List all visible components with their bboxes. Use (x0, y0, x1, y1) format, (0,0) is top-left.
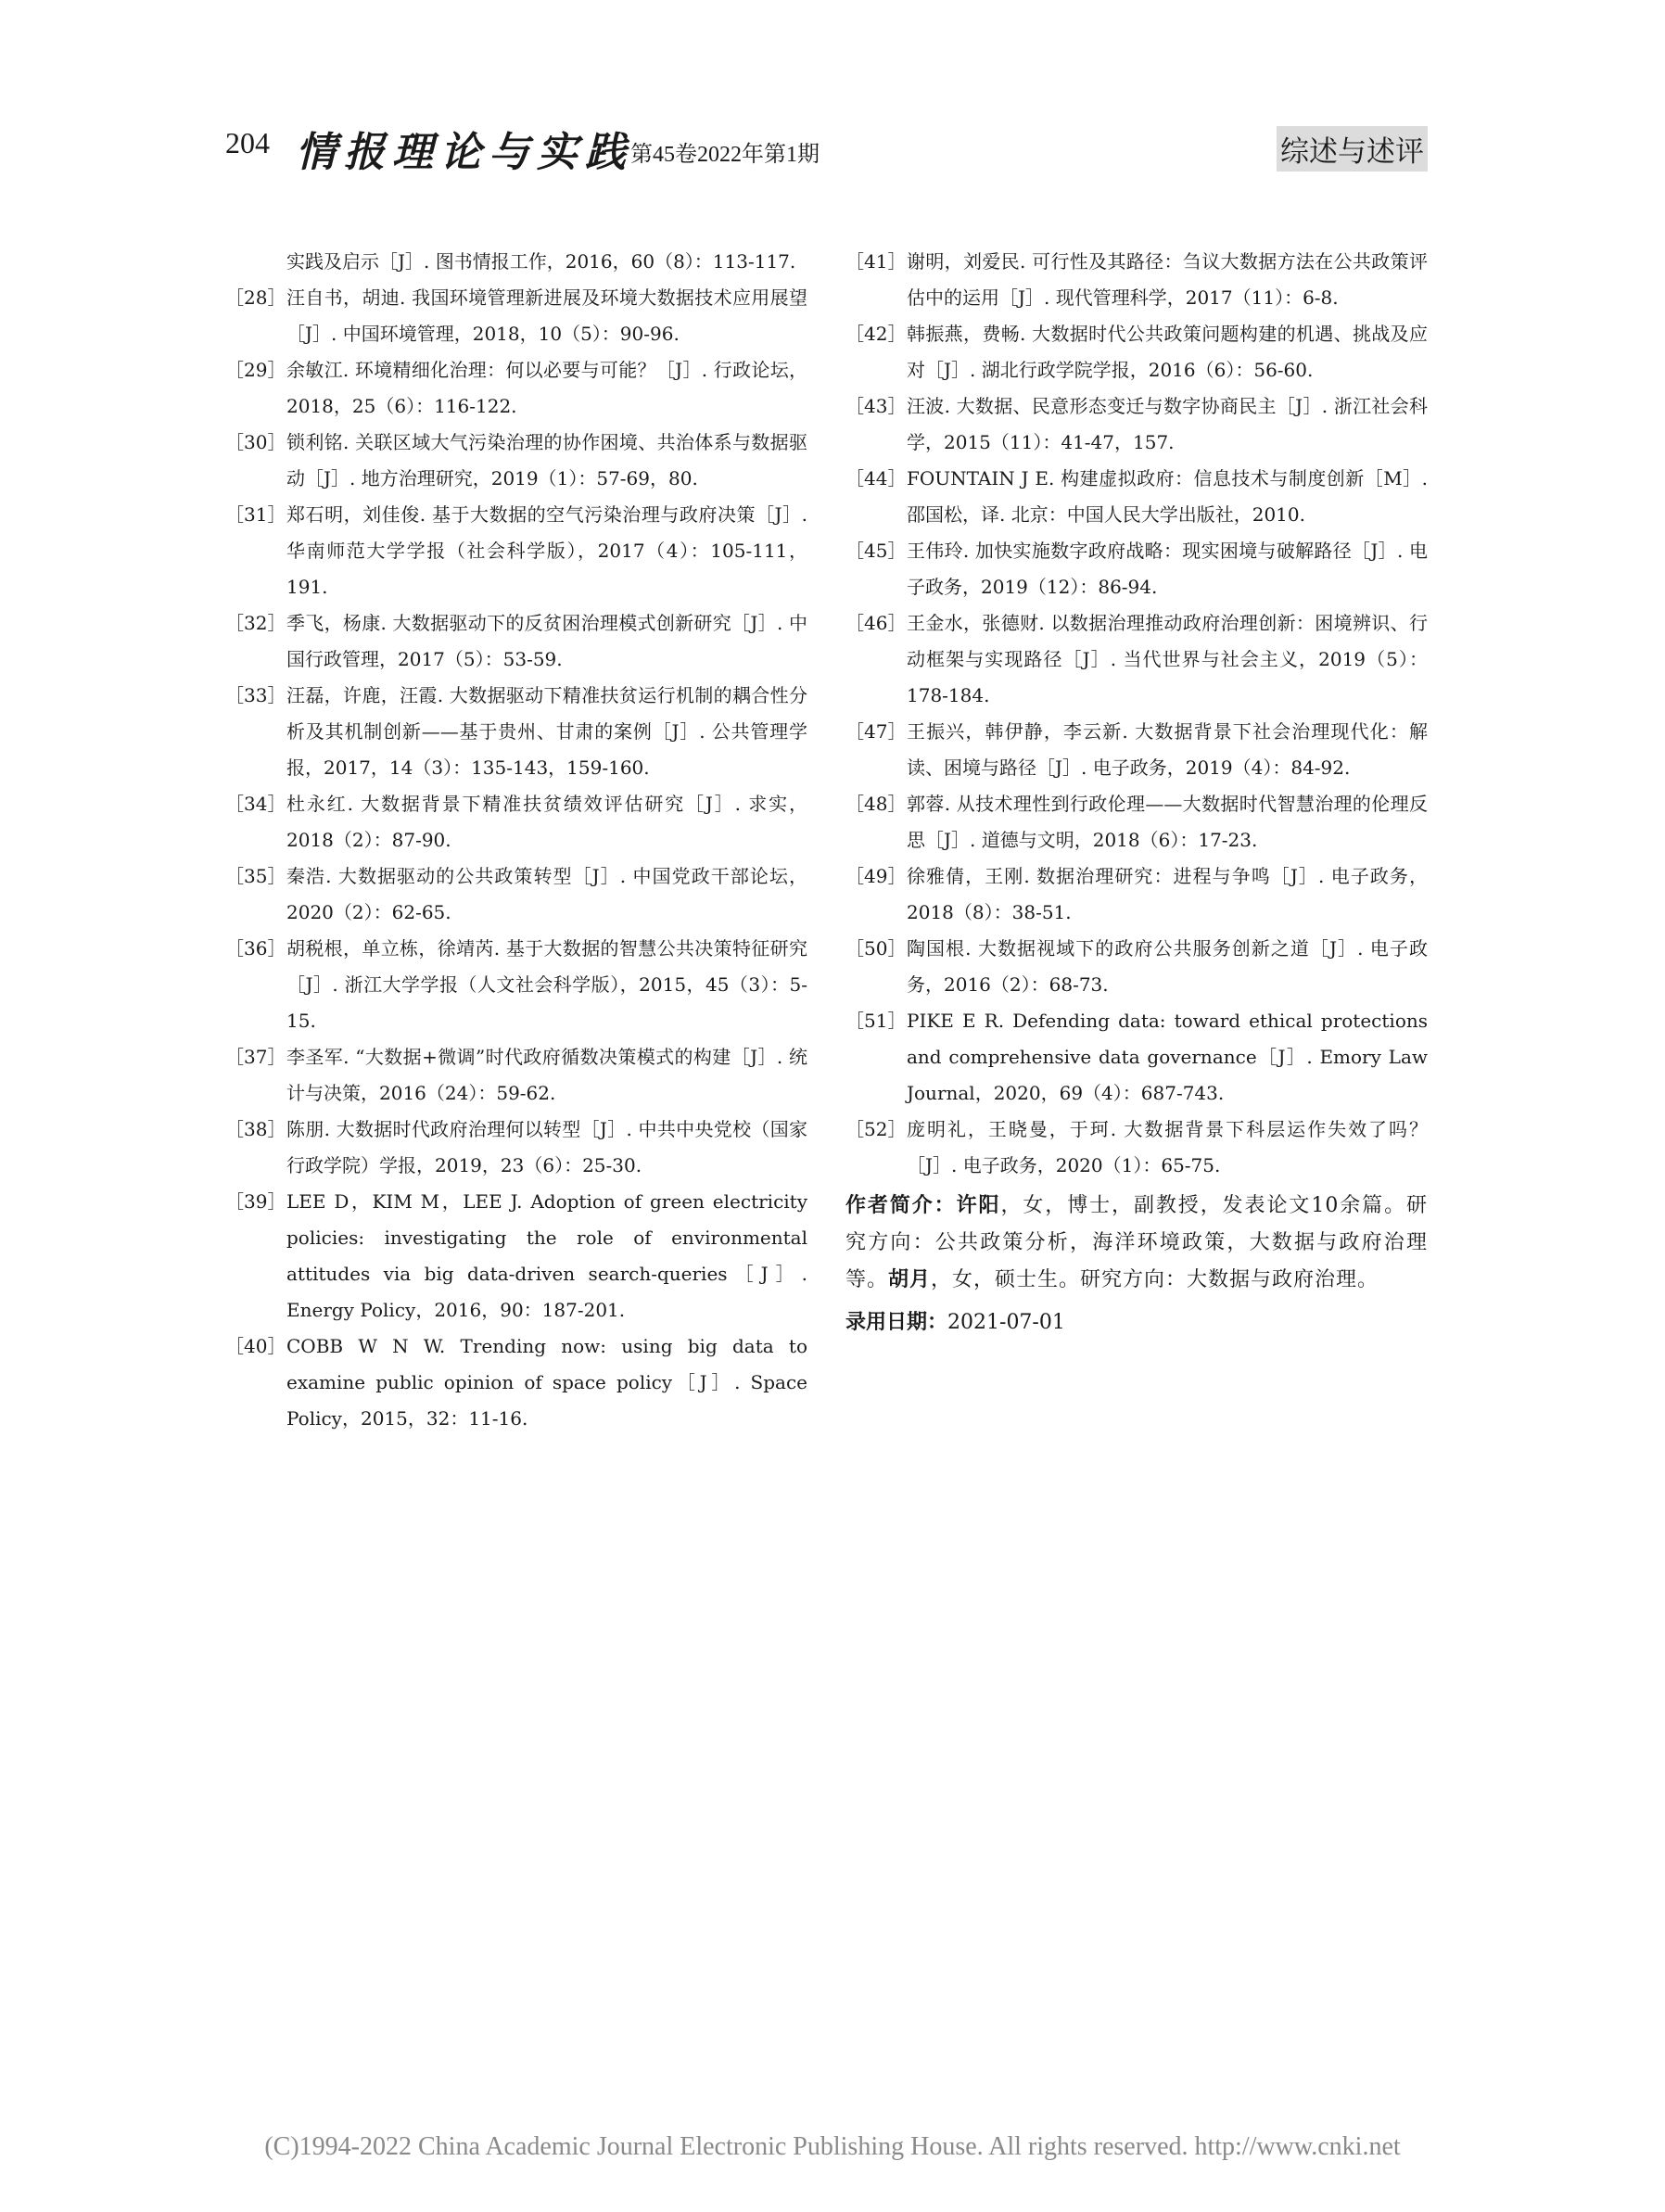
page-header (225, 124, 1428, 176)
reference-text: 徐雅倩，王刚. 数据治理研究：进程与争鸣［J］. 电子政务，2018（8）：38-51. (907, 865, 1428, 923)
reference-number: ［46］ (845, 612, 907, 634)
reference-text: COBB W N W. Trending now: using big data to examine public opinion of space policy［J］. Space Policy，2015，32：11-16. (286, 1335, 807, 1430)
reference-text: 汪波. 大数据、民意形态变迁与数字协商民主［J］. 浙江社会科学，2015（11）：41-47，157. (907, 395, 1428, 453)
reference-number: ［33］ (225, 684, 286, 706)
reference-text: 汪磊，许鹿，汪霞. 大数据驱动下精准扶贫运行机制的耦合性分析及其机制创新——基于贵州、甘肃的案例［J］. 公共管理学报，2017，14（3）：135-143，159-160. (286, 684, 807, 779)
reference-text: 王金水，张德财. 以数据治理推动政府治理创新：困境辨识、行动框架与实现路径［J］. 当代世界与社会主义，2019（5）：178-184. (907, 612, 1428, 706)
reference-number: ［48］ (845, 793, 907, 815)
reference-item (225, 497, 807, 605)
reference-number: ［35］ (225, 865, 286, 887)
reference-number: ［31］ (225, 503, 286, 526)
reference-number: ［34］ (225, 793, 286, 815)
reference-number: ［52］ (845, 1118, 907, 1140)
reference-item (225, 244, 807, 280)
reference-item (225, 280, 807, 352)
reference-number: ［40］ (225, 1335, 286, 1357)
reference-item (845, 533, 1428, 605)
reference-number: ［42］ (845, 323, 907, 345)
reference-text: 杜永红. 大数据背景下精准扶贫绩效评估研究［J］. 求实，2018（2）：87-90. (286, 793, 807, 851)
accept-date-label: 录用日期： (845, 1311, 948, 1334)
reference-text: 汪自书，胡迪. 我国环境管理新进展及环境大数据技术应用展望［J］. 中国环境管理，2018，10（5）：90-96. (286, 286, 807, 345)
reference-text: PIKE E R. Defending data: toward ethical protections and comprehensive data governance［J］. Emory Law Journal，2020，69（4）：687-743. (907, 1010, 1428, 1104)
reference-text: 陶国根. 大数据视域下的政府公共服务创新之道［J］. 电子政务，2016（2）：68-73. (907, 937, 1428, 996)
reference-text: 陈朋. 大数据时代政府治理何以转型［J］. 中共中央党校（国家行政学院）学报，2019，23（6）：25-30. (286, 1118, 807, 1176)
reference-item (225, 786, 807, 858)
author-bio-text-1: ，女，博士，副教授，发表论文10余篇。研究方向：公共政策分析，海洋环境政策，大数据与政府治理等。 (845, 1194, 1428, 1291)
reference-item (845, 461, 1428, 533)
reference-item (225, 352, 807, 425)
reference-item (845, 858, 1428, 931)
section-tag: 综述与述评 (1277, 126, 1428, 172)
reference-item (225, 605, 807, 678)
reference-number: ［47］ (845, 720, 907, 743)
reference-item (225, 1039, 807, 1112)
accept-date (845, 1304, 1428, 1341)
reference-number: ［49］ (845, 865, 907, 887)
reference-item (845, 388, 1428, 461)
reference-number: ［32］ (225, 612, 286, 634)
reference-item (845, 1003, 1428, 1112)
reference-number: ［37］ (225, 1046, 286, 1068)
reference-item (225, 858, 807, 931)
reference-item (845, 244, 1428, 316)
reference-number: ［29］ (225, 359, 286, 381)
reference-text: 季飞，杨康. 大数据驱动下的反贫困治理模式创新研究［J］. 中国行政管理，2017（5）：53-59. (286, 612, 807, 670)
reference-item (845, 931, 1428, 1003)
reference-number: ［28］ (225, 286, 286, 309)
reference-item (845, 714, 1428, 786)
reference-number: ［38］ (225, 1118, 286, 1140)
journal-title: 情报理论与实践 (296, 129, 633, 176)
reference-text: 王振兴，韩伊静，李云新. 大数据背景下社会治理现代化：解读、困境与路径［J］. 电子政务，2019（4）：84-92. (907, 720, 1428, 779)
reference-number: ［30］ (225, 431, 286, 453)
reference-text: 胡税根，单立栋，徐靖芮. 基于大数据的智慧公共决策特征研究［J］. 浙江大学学报（人文社会科学版），2015，45（3）：5-15. (286, 937, 807, 1032)
reference-item (225, 678, 807, 786)
reference-text: 郑石明，刘佳俊. 基于大数据的空气污染治理与政府决策［J］. 华南师范大学学报（社会科学版），2017（4）：105-111，191. (286, 503, 807, 598)
reference-number: ［43］ (845, 395, 907, 417)
reference-item (845, 1112, 1428, 1184)
author-name-2: 胡月 (888, 1268, 932, 1291)
reference-text: 韩振燕，费畅. 大数据时代公共政策问题构建的机遇、挑战及应对［J］. 湖北行政学院学报，2016（6）：56-60. (907, 323, 1428, 381)
copyright-footer: (C)1994-2022 China Academic Journal Electronic Publishing House. All rights reserved. http://www.cnki.net (264, 2132, 1401, 2161)
reference-text: 谢明，刘爱民. 可行性及其路径：刍议大数据方法在公共政策评估中的运用［J］. 现代管理科学，2017（11）：6-8. (907, 250, 1428, 309)
reference-text: 李圣军. “大数据+微调”时代政府循数决策模式的构建［J］. 统计与决策，2016（24）：59-62. (286, 1046, 807, 1104)
reference-item (225, 425, 807, 497)
reference-item (845, 316, 1428, 388)
reference-item (225, 1184, 807, 1328)
reference-text: 郭蓉. 从技术理性到行政伦理——大数据时代智慧治理的伦理反思［J］. 道德与文明，2018（6）：17-23. (907, 793, 1428, 851)
author-bio-label: 作者简介： (845, 1194, 957, 1217)
reference-text: 王伟玲. 加快实施数字政府战略：现实困境与破解路径［J］. 电子政务，2019（12）：86-94. (907, 540, 1428, 598)
reference-text: LEE D，KIM M，LEE J. Adoption of green electricity policies: investigating the role of environmental attitudes via big data-driven search-queries［J］. Energy Policy，2016，90：187-201. (286, 1190, 807, 1321)
reference-text: 余敏江. 环境精细化治理：何以必要与可能？［J］. 行政论坛，2018，25（6）：116-122. (286, 359, 807, 417)
reference-number: ［39］ (225, 1190, 286, 1213)
reference-text: 庞明礼，王晓曼，于珂. 大数据背景下科层运作失效了吗？［J］. 电子政务，2020（1）：65-75. (907, 1118, 1428, 1176)
reference-number: ［45］ (845, 540, 907, 562)
author-bio (845, 1188, 1428, 1299)
references-left-column (225, 244, 807, 1437)
reference-number: ［50］ (845, 937, 907, 960)
reference-text: FOUNTAIN J E. 构建虚拟政府：信息技术与制度创新［M］. 邵国松，译. 北京：中国人民大学出版社，2010. (907, 467, 1428, 526)
author-bio-text-2: ，女，硕士生。研究方向：大数据与政府治理。 (931, 1268, 1379, 1291)
reference-item (225, 1112, 807, 1184)
reference-number: ［44］ (845, 467, 907, 489)
reference-item (845, 605, 1428, 714)
reference-text: 锁利铭. 关联区域大气污染治理的协作困境、共治体系与数据驱动［J］. 地方治理研究，2019（1）：57-69，80. (286, 431, 807, 489)
page-number: 204 (225, 126, 270, 159)
issue-info: 第45卷2022年第1期 (630, 143, 820, 167)
reference-item (225, 931, 807, 1039)
reference-number: ［41］ (845, 250, 907, 273)
references-right-column (845, 244, 1428, 1341)
reference-text: 实践及启示［J］. 图书情报工作，2016，60（8）：113-117. (286, 250, 796, 273)
reference-item (225, 1328, 807, 1437)
reference-item (845, 786, 1428, 858)
reference-text: 秦浩. 大数据驱动的公共政策转型［J］. 中国党政干部论坛，2020（2）：62-65. (286, 865, 807, 923)
reference-number: ［51］ (845, 1010, 907, 1032)
reference-number: ［36］ (225, 937, 286, 960)
author-name-1: 许阳 (956, 1194, 1001, 1217)
accept-date-value: 2021-07-01 (947, 1311, 1065, 1334)
